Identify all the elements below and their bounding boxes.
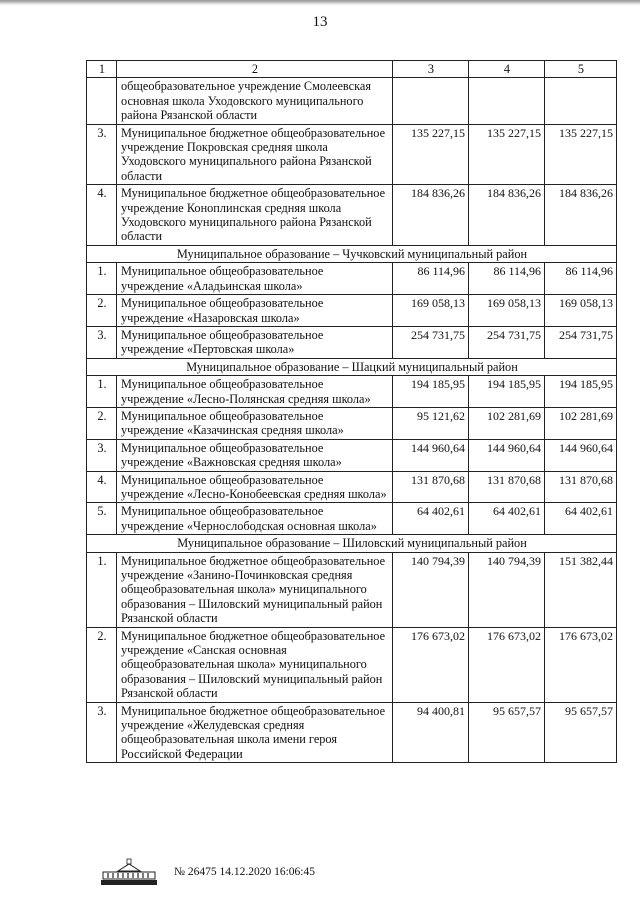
amount-col-4: 140 794,39: [469, 552, 545, 627]
amount-col-4: 184 836,26: [469, 185, 545, 246]
section-title: Муниципальное образование – Чучковский муниципальный район: [87, 245, 617, 262]
header-col-2: 2: [117, 61, 393, 78]
row-number: 3.: [87, 439, 117, 471]
table-row: [87, 124, 617, 185]
amount-col-5: 102 281,69: [545, 407, 617, 439]
row-number: 3.: [87, 124, 117, 185]
institution-name: Муниципальное общеобразовательное учреждение «Казачинская средняя школа»: [117, 407, 393, 439]
table-row: [87, 185, 617, 246]
institution-name: Муниципальное бюджетное общеобразовательное учреждение «Санская основная общеобразовательная школа» муниципального образования – Шиловский муниципальный район Рязанской области: [117, 627, 393, 702]
institution-name: Муниципальное общеобразовательное учреждение «Назаровская школа»: [117, 295, 393, 327]
institution-name: общеобразовательное учреждение Смолеевская основная школа Уходовского муниципального района Рязанской области: [117, 78, 393, 124]
amount-col-3: 131 870,68: [393, 471, 469, 503]
row-number: 1.: [87, 263, 117, 295]
amount-col-5: 184 836,26: [545, 185, 617, 246]
allocation-table: [86, 60, 617, 763]
institution-name: Муниципальное бюджетное общеобразовательное учреждение «Желудевская средняя общеобразовательная школа имени героя Российской Федерации: [117, 702, 393, 763]
amount-col-4: 254 731,75: [469, 326, 545, 358]
table-header-row: [87, 61, 617, 78]
registration-stamp: [98, 858, 358, 886]
table-row: [87, 263, 617, 295]
amount-col-5: 194 185,95: [545, 376, 617, 408]
table-row: [87, 503, 617, 535]
amount-col-3: 184 836,26: [393, 185, 469, 246]
table-row: [87, 407, 617, 439]
amount-col-5: 131 870,68: [545, 471, 617, 503]
amount-col-5: 176 673,02: [545, 627, 617, 702]
row-number: 2.: [87, 407, 117, 439]
amount-col-3: 169 058,13: [393, 295, 469, 327]
amount-col-5: 86 114,96: [545, 263, 617, 295]
section-header-row: [87, 535, 617, 552]
amount-col-5: 95 657,57: [545, 702, 617, 763]
amount-col-3: 140 794,39: [393, 552, 469, 627]
scan-edge: [0, 0, 640, 6]
table-row: [87, 702, 617, 763]
table-row: [87, 627, 617, 702]
header-col-5: 5: [545, 61, 617, 78]
amount-col-3: 135 227,15: [393, 124, 469, 185]
amount-col-4: 64 402,61: [469, 503, 545, 535]
amount-col-4: 95 657,57: [469, 702, 545, 763]
table-row: [87, 471, 617, 503]
row-number: 2.: [87, 295, 117, 327]
row-number: 4.: [87, 471, 117, 503]
amount-col-3: 64 402,61: [393, 503, 469, 535]
amount-col-4: 86 114,96: [469, 263, 545, 295]
amount-col-4: 176 673,02: [469, 627, 545, 702]
table-row: [87, 376, 617, 408]
institution-name: Муниципальное бюджетное общеобразовательное учреждение «Занино-Починковская средняя общеобразовательная школа» муниципального образования – Шиловский муниципальный район Рязанской области: [117, 552, 393, 627]
amount-col-5: 169 058,13: [545, 295, 617, 327]
amount-col-4: 144 960,64: [469, 439, 545, 471]
amount-col-3: 144 960,64: [393, 439, 469, 471]
institution-name: Муниципальное бюджетное общеобразовательное учреждение Покровская средняя школа Уходовского муниципального района Рязанской области: [117, 124, 393, 185]
institution-name: Муниципальное общеобразовательное учреждение «Чернослободская основная школа»: [117, 503, 393, 535]
amount-col-5: [545, 78, 617, 124]
institution-name: Муниципальное общеобразовательное учреждение «Пертовская школа»: [117, 326, 393, 358]
amount-col-5: 135 227,15: [545, 124, 617, 185]
amount-col-3: 94 400,81: [393, 702, 469, 763]
institution-name: Муниципальное общеобразовательное учреждение «Лесно-Полянская средняя школа»: [117, 376, 393, 408]
section-header-row: [87, 245, 617, 262]
header-col-4: 4: [469, 61, 545, 78]
row-number: 2.: [87, 627, 117, 702]
amount-col-3: 194 185,95: [393, 376, 469, 408]
institution-name: Муниципальное общеобразовательное учреждение «Важновская средняя школа»: [117, 439, 393, 471]
stamp-number: № 26475 14.12.2020 16:06:45: [174, 866, 315, 878]
section-header-row: [87, 358, 617, 375]
amount-col-4: 131 870,68: [469, 471, 545, 503]
row-number: [87, 78, 117, 124]
row-number: 1.: [87, 552, 117, 627]
table-row: [87, 326, 617, 358]
amount-col-3: 86 114,96: [393, 263, 469, 295]
amount-col-5: 254 731,75: [545, 326, 617, 358]
page-number: 13: [312, 14, 328, 30]
section-title: Муниципальное образование – Шиловский муниципальный район: [87, 535, 617, 552]
amount-col-5: 64 402,61: [545, 503, 617, 535]
amount-col-3: 254 731,75: [393, 326, 469, 358]
header-col-1: 1: [87, 61, 117, 78]
row-number: 5.: [87, 503, 117, 535]
amount-col-3: 176 673,02: [393, 627, 469, 702]
amount-col-4: 102 281,69: [469, 407, 545, 439]
amount-col-3: [393, 78, 469, 124]
amount-col-3: 95 121,62: [393, 407, 469, 439]
institution-name: Муниципальное бюджетное общеобразовательное учреждение Коноплинская средняя школа Уходовского муниципального района Рязанской области: [117, 185, 393, 246]
table-row: [87, 552, 617, 627]
section-title: Муниципальное образование – Шацкий муниципальный район: [87, 358, 617, 375]
government-building-icon: [98, 858, 160, 886]
amount-col-4: [469, 78, 545, 124]
row-number: 3.: [87, 702, 117, 763]
institution-name: Муниципальное общеобразовательное учреждение «Аладьинская школа»: [117, 263, 393, 295]
amount-col-4: 194 185,95: [469, 376, 545, 408]
table-row: [87, 439, 617, 471]
amount-col-4: 169 058,13: [469, 295, 545, 327]
header-col-3: 3: [393, 61, 469, 78]
table-row: [87, 78, 617, 124]
row-number: 4.: [87, 185, 117, 246]
row-number: 3.: [87, 326, 117, 358]
institution-name: Муниципальное общеобразовательное учреждение «Лесно-Конобеевская средняя школа»: [117, 471, 393, 503]
table-row: [87, 295, 617, 327]
amount-col-4: 135 227,15: [469, 124, 545, 185]
row-number: 1.: [87, 376, 117, 408]
amount-col-5: 144 960,64: [545, 439, 617, 471]
amount-col-5: 151 382,44: [545, 552, 617, 627]
